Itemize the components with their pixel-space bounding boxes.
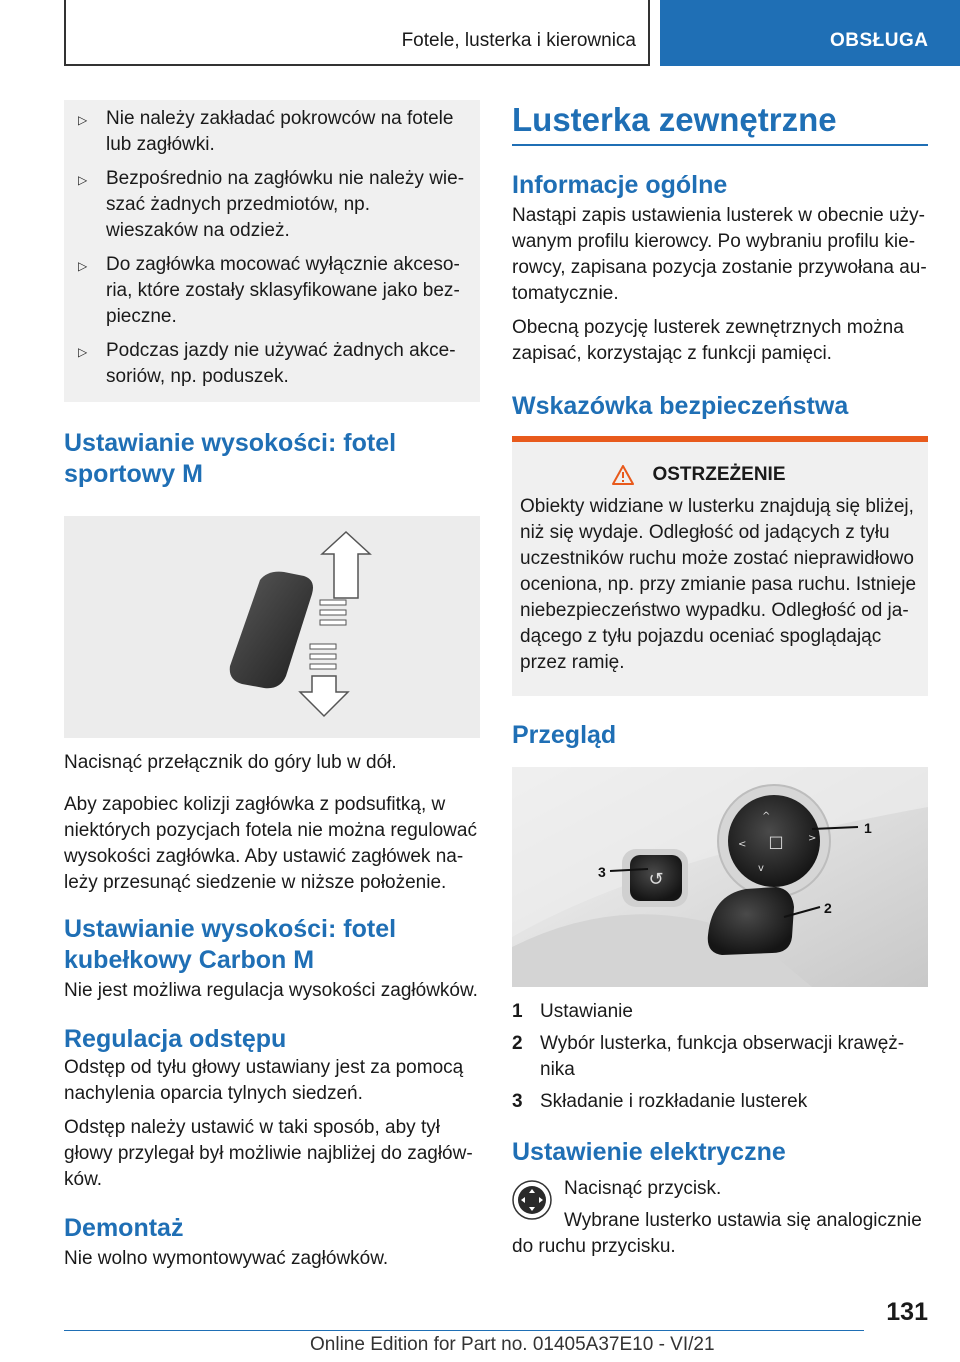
mirror-controls-figure <box>512 767 928 987</box>
paragraph-general-1: Nastąpi zapis ustawienia lusterek w obecnie używanym profilu kierowcy. Po wybraniu profilu kierowcy, zapisana pozycja zostanie przywołana automatycznie. <box>512 205 927 304</box>
section-tab-label: OBSŁUGA <box>830 30 929 51</box>
right-column <box>512 100 928 1260</box>
paragraph-press-switch: Nacisnąć przełącznik do góry lub w dół. <box>64 752 397 773</box>
headrest-switch-figure <box>64 516 480 738</box>
paragraph-collision: Aby zapobiec kolizji zagłówka z podsufitką, w niektórych pozycjach fotela nie można regulować wysokości zagłówka. Aby ustawić zagłówek należy przesunąć siedzenie w niższe położenie. <box>64 794 477 893</box>
bullet-triangle-icon: ▷ <box>78 345 88 359</box>
bullet-item <box>76 338 466 390</box>
overview-item-number: 2 <box>512 1033 523 1054</box>
svg-text:^: ^ <box>762 811 771 822</box>
paragraph-carbon: Nie jest możliwa regulacja wysokości zagłówków. <box>64 980 478 1001</box>
section-tab <box>660 0 960 66</box>
mirror-controls-illustration <box>512 767 928 987</box>
warning-box <box>512 436 928 696</box>
paragraph-general-2: Obecną pozycję lusterek zewnętrznych można zapisać, korzystając z funkcji pamięci. <box>512 317 904 364</box>
callout-1: 1 <box>864 820 872 836</box>
heading-safety-note: Wskazówka bezpieczeństwa <box>512 392 849 420</box>
heading-overview: Przegląd <box>512 721 617 749</box>
paragraph-mirror-moves-1 <box>512 1208 928 1260</box>
callout-2: 2 <box>824 900 832 916</box>
bullet-text: Do zagłówka mocować wyłącznie akcesoria, które zostały sklasyfikowane jako bezpieczne. <box>106 254 460 327</box>
warning-title-row <box>520 464 918 486</box>
left-column <box>64 100 480 1272</box>
bullet-text: Bezpośrednio na zagłówku nie należy wieszać żadnych przedmiotów, np. wieszaków na odzież. <box>106 168 465 241</box>
callout-3: 3 <box>598 864 606 880</box>
overview-item <box>512 999 928 1025</box>
paragraph-mirror-moves: Wybrane lusterko ustawia się analogicznie do ruchu przycisku. <box>512 1210 922 1257</box>
heading-carbon-seat: Ustawianie wysokości: fotel kubełkowy Carbon M <box>64 915 397 974</box>
bullet-text: Podczas jazdy nie używać żadnych akcesoriów, np. poduszek. <box>106 340 456 387</box>
chapter-title: Fotele, lusterka i kierownica <box>401 30 636 51</box>
heading-general-info: Informacje ogólne <box>512 171 728 199</box>
overview-item-text: Ustawianie <box>540 1001 633 1022</box>
warning-title: OSTRZEŻENIE <box>652 464 786 485</box>
bullet-text: Nie należy zakładać pokrowców na fotele lub zagłówki. <box>106 108 454 155</box>
svg-text:↺: ↺ <box>648 869 664 890</box>
svg-text:>: > <box>808 833 817 844</box>
heading-removal: Demontaż <box>64 1214 184 1242</box>
overview-item <box>512 1031 928 1083</box>
warning-triangle-icon <box>612 465 634 485</box>
warning-text: Obiekty widziane w lusterku znajdują się bliżej, niż się wydaje. Odległość od jadących z tyłu uczestników ruchu może zostać nieprawidłowo oceniona, np. przy zmianie pasa ruchu. Istnieje niebezpieczeństwo wypadku. Odległość od jadącego z tyłu pojazdu oceniać spoglądając przez ramię. <box>520 496 917 673</box>
paragraph-removal: Nie wolno wymontowywać zagłówków. <box>64 1248 389 1269</box>
heading-distance: Regulacja odstępu <box>64 1025 287 1053</box>
paragraph-distance-1: Odstęp od tyłu głowy ustawiany jest za pomocą nachylenia oparcia tylnych siedzeń. <box>64 1057 464 1104</box>
headrest-switch-illustration <box>64 516 480 738</box>
paragraph-distance-2: Odstęp należy ustawić w taki sposób, aby tył głowy przylegał był możliwie najbliżej do zagłówków. <box>64 1117 473 1190</box>
overview-item-number: 1 <box>512 1001 523 1022</box>
footer-rule <box>64 1330 864 1331</box>
overview-item-text: Wybór lusterka, funkcja obserwacji krawężnika <box>540 1033 905 1080</box>
bullet-item <box>76 166 466 244</box>
overview-list <box>512 999 928 1115</box>
heading-exterior-mirrors: Lusterka zewnętrzne <box>512 101 837 138</box>
paragraph-press-button: Nacisnąć przycisk. <box>564 1178 722 1199</box>
bullet-item <box>76 106 466 158</box>
svg-text:□: □ <box>768 832 784 851</box>
footer-edition: Online Edition for Part no. 01405A37E10 - VI/21 <box>310 1334 715 1355</box>
overview-item-text: Składanie i rozkładanie lusterek <box>540 1091 808 1112</box>
bullet-triangle-icon: ▷ <box>78 113 88 127</box>
header-chapter-box <box>64 0 650 66</box>
overview-item <box>512 1089 928 1115</box>
heading-rule <box>512 144 928 146</box>
heading-sport-seat: Ustawianie wysokości: fotel sportowy M <box>64 429 397 488</box>
page-number: 131 <box>886 1298 928 1326</box>
bullet-item <box>76 252 466 330</box>
heading-electric-adjust: Ustawienie elektryczne <box>512 1138 786 1166</box>
safety-bullet-box <box>64 100 480 402</box>
mirror-joystick-icon <box>512 1180 552 1220</box>
electric-adjust-block <box>512 1176 928 1260</box>
svg-text:<: < <box>738 839 747 850</box>
bullet-triangle-icon: ▷ <box>78 173 88 187</box>
overview-item-number: 3 <box>512 1091 523 1112</box>
svg-text:v: v <box>758 863 764 874</box>
bullet-triangle-icon: ▷ <box>78 259 88 273</box>
